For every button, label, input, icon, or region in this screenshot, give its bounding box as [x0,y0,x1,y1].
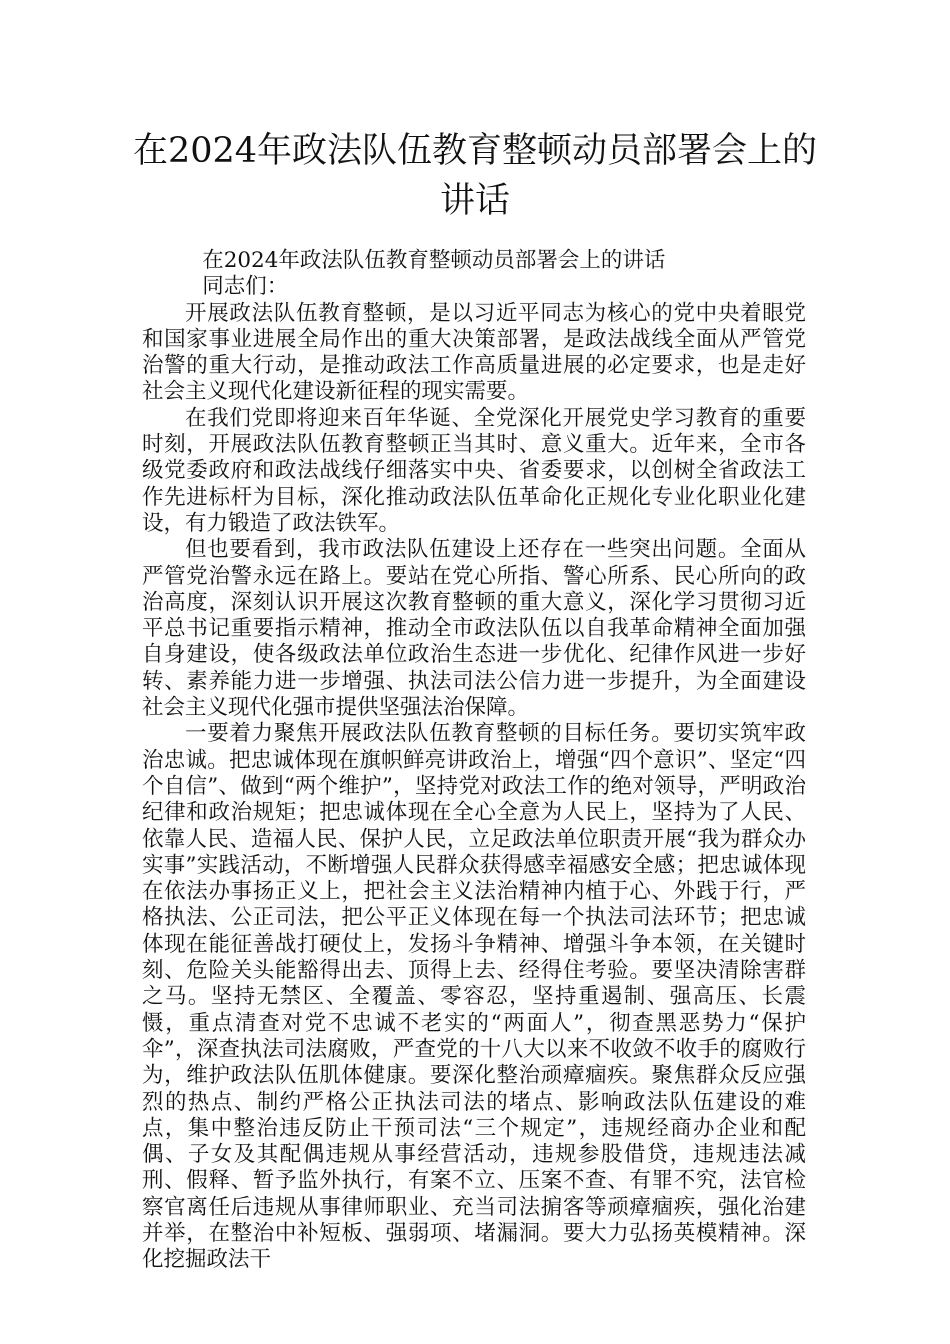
document-body [142,248,806,1274]
document-subtitle: 在2024年政法队伍教育整顿动员部署会上的讲话 [202,248,666,273]
salutation: 同志们： [202,274,289,300]
paragraph-4: 一要着力聚焦开展政法队伍教育整顿的目标任务。要切实筑牢政治忠诚。把忠诚体现在旗帜鲜亮讲政治上，增强“四个意识”、坚定“四个自信”、做到“两个维护”，坚持党对政法工作的绝对领导，严明政治纪律和政治规矩；把忠诚体现在全心全意为人民上，坚持为了人民、依靠人民、造福人民、保护人民，立足政法单位职责开展“我为群众办实事”实践活动，不断增强人民群众获得感幸福感安全感；把忠诚体现在依法办事扬正义上，把社会主义法治精神内植于心、外践于行，严格执法、公正司法，把公平正义体现在每一个执法司法环节；把忠诚体现在能征善战打硬仗上，发扬斗争精神、增强斗争本领，在关键时刻、危险关头能豁得出去、顶得上去、经得住考验。要坚决清除害群之马。坚持无禁区、全覆盖、零容忍，坚持重遏制、强高压、长震慑，重点清查对党不忠诚不老实的“两面人”，彻查黑恶势力“保护伞”，深查执法司法腐败，严查党的十八大以来不收敛不收手的腐败行为，维护政法队伍肌体健康。要深化整治顽瘴痼疾。聚焦群众反应强烈的热点、制约严格公正执法司法的堵点、影响政法队伍建设的难点，集中整治违反防止干预司法“三个规定”，违规经商办企业和配偶、子女及其配偶违规从事经营活动，违规参股借贷，违规违法减刑、假释、暂予监外执行，有案不立、压案不查、有罪不究，法官检察官离任后违规从事律师职业、充当司法掮客等顽瘴痼疾，强化治建并举，在整治中补短板、强弱项、堵漏洞。要大力弘扬英模精神。深化挖掘政法干 [142,721,806,1273]
paragraph-2: 在我们党即将迎来百年华诞、全党深化开展党史学习教育的重要时刻，开展政法队伍教育整顿正当其时、意义重大。近年来，全市各级党委政府和政法战线仔细落实中央、省委要求，以创树全省政法工作先进标杆为目标，深化推动政法队伍革命化正规化专业化职业化建设，有力锻造了政法铁军。 [142,405,806,536]
document-title: 在2024年政法队伍教育整顿动员部署会上的讲话 [132,131,818,221]
paragraph-3: 但也要看到，我市政法队伍建设上还存在一些突出问题。全面从严管党治警永远在路上。要站在党心所指、警心所系、民心所向的政治高度，深刻认识开展这次教育整顿的重大意义，深化学习贯彻习近平总书记重要指示精神，推动全市政法队伍以自我革命精神全面加强自身建设，使各级政法单位政治生态进一步优化、纪律作风进一步好转、素养能力进一步增强、执法司法公信力进一步提升，为全面建设社会主义现代化强市提供坚强法治保障。 [142,537,806,721]
paragraph-1: 开展政法队伍教育整顿，是以习近平同志为核心的党中央着眼党和国家事业进展全局作出的重大决策部署，是政法战线全面从严管党治警的重大行动，是推动政法工作高质量进展的必定要求，也是走好社会主义现代化建设新征程的现实需要。 [142,300,806,405]
